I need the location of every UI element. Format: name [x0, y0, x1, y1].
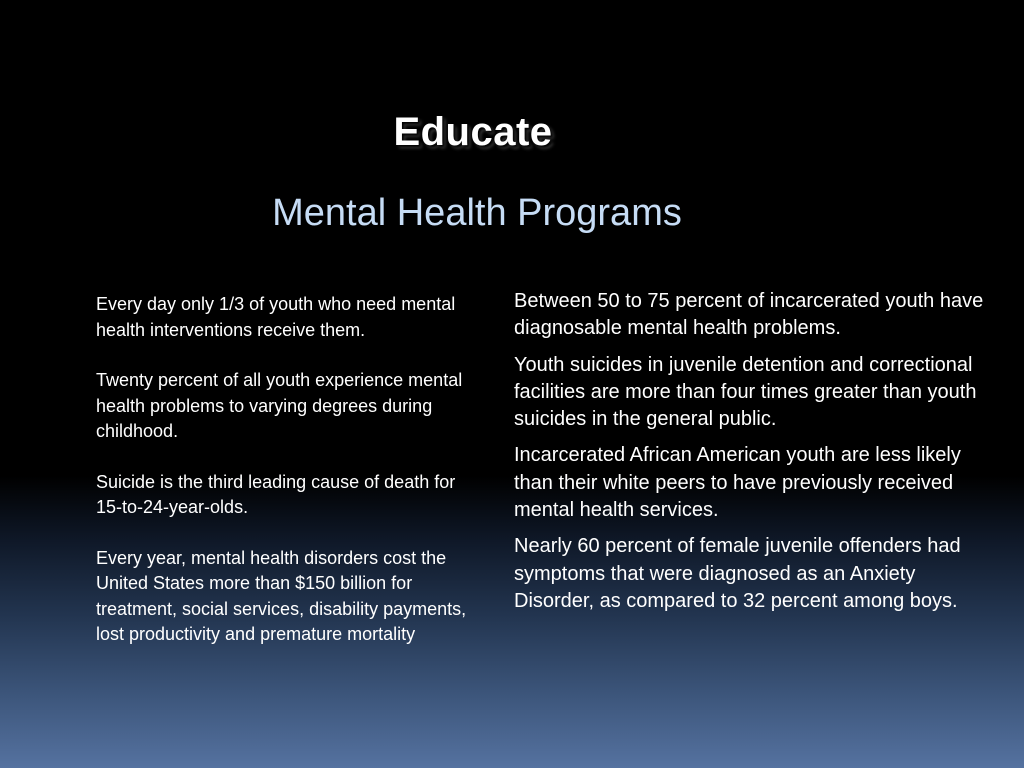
- left-paragraph: Every day only 1/3 of youth who need mental health interventions receive them.: [96, 294, 456, 340]
- right-paragraph: Nearly 60 percent of female juvenile offenders had symptoms that were diagnosed as an Anxiety Disorder, as compared to 32 percent among boys.: [514, 535, 961, 612]
- left-paragraph: Suicide is the third leading cause of death for 15-to-24-year-olds.: [96, 471, 456, 517]
- slide-subtitle: Mental Health Programs: [272, 192, 682, 234]
- right-paragraph: Between 50 to 75 percent of incarcerated youth have diagnosable mental health problems.: [514, 290, 984, 340]
- left-paragraph: Twenty percent of all youth experience mental health problems to varying degrees during childhood.: [96, 370, 463, 441]
- left-text-column: [96, 292, 486, 648]
- right-text-column: [514, 288, 994, 615]
- right-paragraph: Incarcerated African American youth are less likely than their white peers to have previously received mental health services.: [514, 444, 961, 522]
- right-paragraph: Youth suicides in juvenile detention and correctional facilities are more than four times greater than youth suicides in the general public.: [514, 353, 977, 431]
- left-paragraph: Every year, mental health disorders cost the United States more than $150 billion for treatment, social services, disability payments, lost productivity and premature mortality: [96, 547, 467, 644]
- slide-title: Educate: [393, 110, 553, 154]
